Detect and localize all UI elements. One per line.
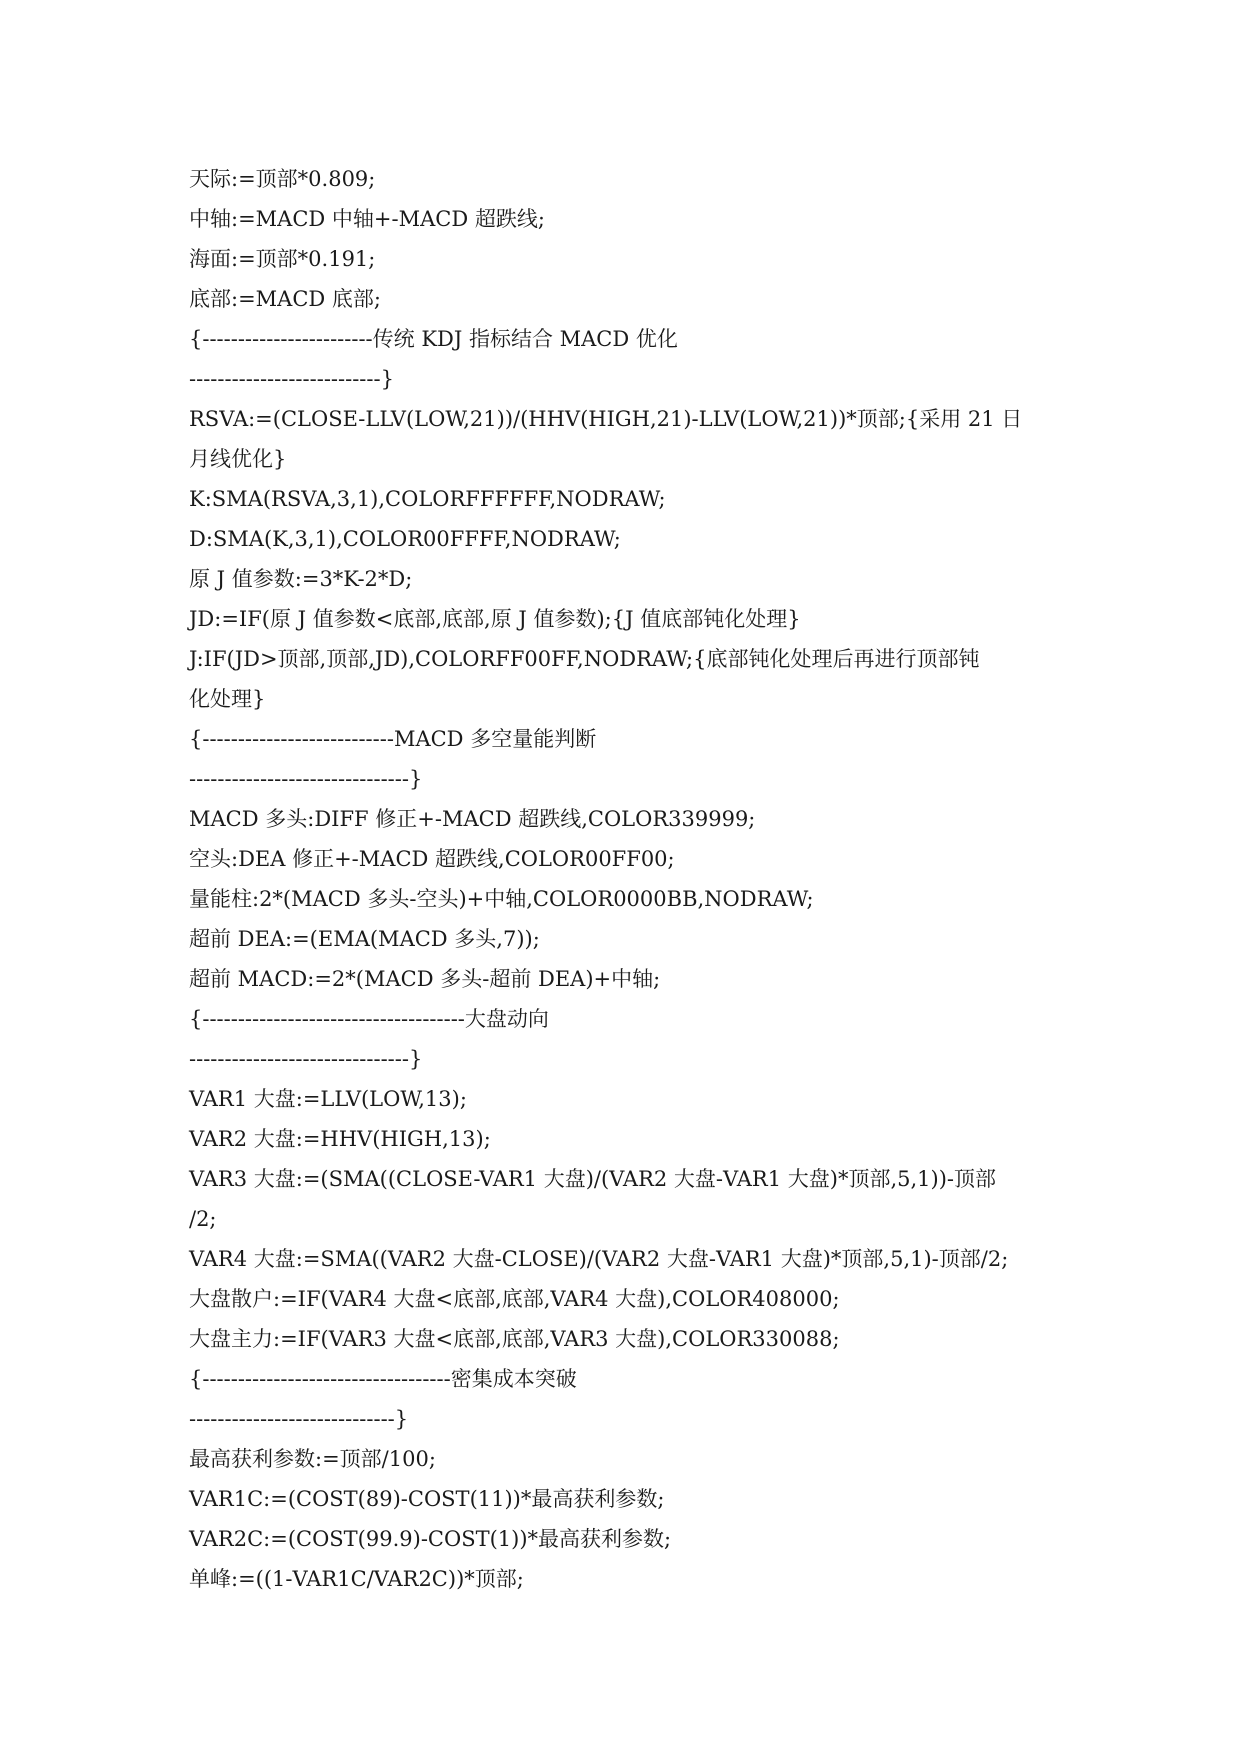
code-line: RSVA:=(CLOSE-LLV(LOW,21))/(HHV(HIGH,21)-LLV(LOW,21))*顶部;{采用 21 日: [189, 407, 1023, 431]
code-line: 天际:=顶部*0.809;: [189, 167, 376, 191]
code-line: J:IF(JD>顶部,顶部,JD),COLORFF00FF,NODRAW;{底部钝化处理后再进行顶部钝: [189, 647, 980, 671]
code-line: 化处理}: [189, 687, 266, 711]
code-line: /2;: [189, 1207, 217, 1231]
code-line: 底部:=MACD 底部;: [189, 287, 381, 311]
code-line: 最高获利参数:=顶部/100;: [189, 1447, 436, 1471]
code-line: VAR3 大盘:=(SMA((CLOSE-VAR1 大盘)/(VAR2 大盘-VAR1 大盘)*顶部,5,1))-顶部: [189, 1167, 997, 1191]
code-line: VAR4 大盘:=SMA((VAR2 大盘-CLOSE)/(VAR2 大盘-VAR1 大盘)*顶部,5,1)-顶部/2;: [189, 1247, 1009, 1271]
section-divider-line: ---------------------------}: [189, 367, 394, 391]
code-line: 量能柱:2*(MACD 多头-空头)+中轴,COLOR0000BB,NODRAW;: [189, 887, 814, 911]
code-line: D:SMA(K,3,1),COLOR00FFFF,NODRAW;: [189, 527, 621, 551]
code-line: 单峰:=((1-VAR1C/VAR2C))*顶部;: [189, 1567, 524, 1591]
section-divider-line: -----------------------------}: [189, 1407, 409, 1431]
formula-code-block: [189, 159, 1089, 1599]
code-line: 大盘主力:=IF(VAR3 大盘<底部,底部,VAR3 大盘),COLOR330088;: [189, 1327, 840, 1351]
code-line: VAR2C:=(COST(99.9)-COST(1))*最高获利参数;: [189, 1527, 672, 1551]
code-line: K:SMA(RSVA,3,1),COLORFFFFFF,NODRAW;: [189, 487, 666, 511]
code-line: 原 J 值参数:=3*K-2*D;: [189, 567, 413, 591]
code-line: 超前 MACD:=2*(MACD 多头-超前 DEA)+中轴;: [189, 967, 661, 991]
section-divider-line: {-------------------------------------大盘动向: [189, 1007, 549, 1031]
code-line: MACD 多头:DIFF 修正+-MACD 超跌线,COLOR339999;: [189, 807, 756, 831]
code-line: VAR1C:=(COST(89)-COST(11))*最高获利参数;: [189, 1487, 665, 1511]
code-line: 海面:=顶部*0.191;: [189, 247, 376, 271]
code-line: VAR1 大盘:=LLV(LOW,13);: [189, 1087, 467, 1111]
section-divider-line: {---------------------------MACD 多空量能判断: [189, 727, 597, 751]
section-divider-line: -------------------------------}: [189, 767, 423, 791]
code-line: VAR2 大盘:=HHV(HIGH,13);: [189, 1127, 491, 1151]
section-divider-line: -------------------------------}: [189, 1047, 423, 1071]
code-line: JD:=IF(原 J 值参数<底部,底部,原 J 值参数);{J 值底部钝化处理}: [189, 607, 801, 631]
code-line: 大盘散户:=IF(VAR4 大盘<底部,底部,VAR4 大盘),COLOR408000;: [189, 1287, 840, 1311]
code-line: 中轴:=MACD 中轴+-MACD 超跌线;: [189, 207, 545, 231]
section-divider-line: {-----------------------------------密集成本突破: [189, 1367, 577, 1391]
code-line: 空头:DEA 修正+-MACD 超跌线,COLOR00FF00;: [189, 847, 675, 871]
section-divider-line: {------------------------传统 KDJ 指标结合 MACD 优化: [189, 327, 678, 351]
code-line: 超前 DEA:=(EMA(MACD 多头,7));: [189, 927, 540, 951]
code-line: 月线优化}: [189, 447, 287, 471]
